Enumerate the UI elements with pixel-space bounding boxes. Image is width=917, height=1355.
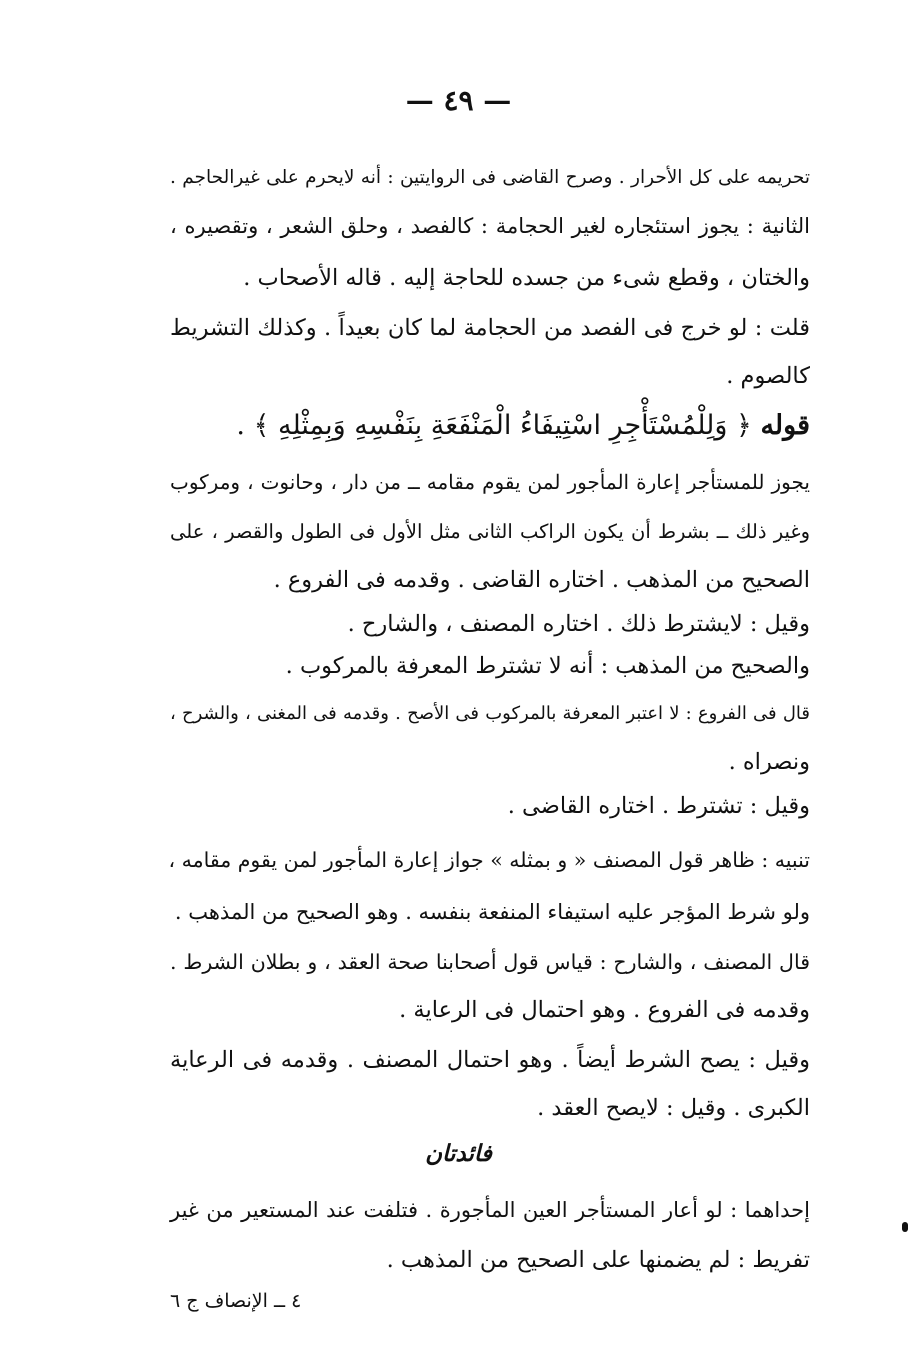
page-footer: ٤ ــ الإنصاف ج ٦ [170, 1290, 302, 1312]
text-line: كالصوم . [726, 363, 810, 389]
text-line: قلت : لو خرج فى الفصد من الحجامة لما كان بعيداً . وكذلك التشريط [170, 315, 810, 341]
text-line: ولو شرط المؤجر عليه استيفاء المنفعة بنفسه . وهو الصحيح من المذهب . [174, 900, 810, 924]
text-line: وقدمه فى الفروع . وهو احتمال فى الرعاية . [399, 997, 810, 1023]
text-line: وقيل : تشترط . اختاره القاضى . [507, 793, 810, 819]
text-line: قال فى الفروع : لا اعتبر المعرفة بالمركوب فى الأصح . وقدمه فى المغنى ، والشرح ، [170, 703, 810, 724]
text-line: يجوز للمستأجر إعارة المأجور لمن يقوم مقامه ــ من دار ، وحانوت ، ومركوب [170, 470, 810, 494]
text-line: تنبيه : ظاهر قول المصنف « و بمثله » جواز إعارة المأجور لمن يقوم مقامه ، [168, 848, 810, 872]
heading-quote: ﴿ وَلِلْمُسْتَأْجِرِ اسْتِيفَاءُ الْمَنْفَعَةِ بِنَفْسِهِ وَبِمِثْلِهِ ﴾ . [236, 410, 752, 441]
text-line: والختان ، وقطع شىء من جسده للحاجة إليه . قاله الأصحاب . [243, 265, 810, 291]
text-line: وقيل : يصح الشرط أيضاً . وهو احتمال المصنف . وقدمه فى الرعاية [170, 1047, 810, 1073]
text-line: الصحيح من المذهب . اختاره القاضى . وقدمه فى الفروع . [273, 567, 810, 593]
section-heading [170, 404, 810, 448]
margin-mark [902, 1222, 908, 1232]
text-line: الكبرى . وقيل : لايصح العقد . [537, 1095, 810, 1121]
text-line: قال المصنف ، والشارح : قياس قول أصحابنا صحة العقد ، و بطلان الشرط . [170, 950, 810, 974]
text-line: إحداهما : لو أعار المستأجر العين المأجورة . فتلفت عند المستعير من غير [170, 1198, 810, 1222]
section-subheading: فائدتان [425, 1140, 492, 1167]
text-line: ونصراه . [728, 749, 810, 775]
heading-keyword: قوله [760, 410, 810, 441]
text-line: الثانية : يجوز استئجاره لغير الحجامة : كالفصد ، وحلق الشعر ، وتقصيره ، [170, 214, 810, 238]
page-number: — ٤٩ — [405, 84, 512, 117]
text-line: تحريمه على كل الأحرار . وصرح القاضى فى الروايتين : أنه لايحرم على غيرالحاجم . [170, 167, 810, 188]
text-line: وقيل : لايشترط ذلك . اختاره المصنف ، والشارح . [347, 611, 810, 637]
text-line: وغير ذلك ــ بشرط أن يكون الراكب الثانى مثل الأول فى الطول والقصر ، على [170, 520, 810, 543]
text-line: والصحيح من المذهب : أنه لا تشترط المعرفة بالمركوب . [285, 653, 810, 679]
text-line: تفريط : لم يضمنها على الصحيح من المذهب . [386, 1247, 810, 1273]
